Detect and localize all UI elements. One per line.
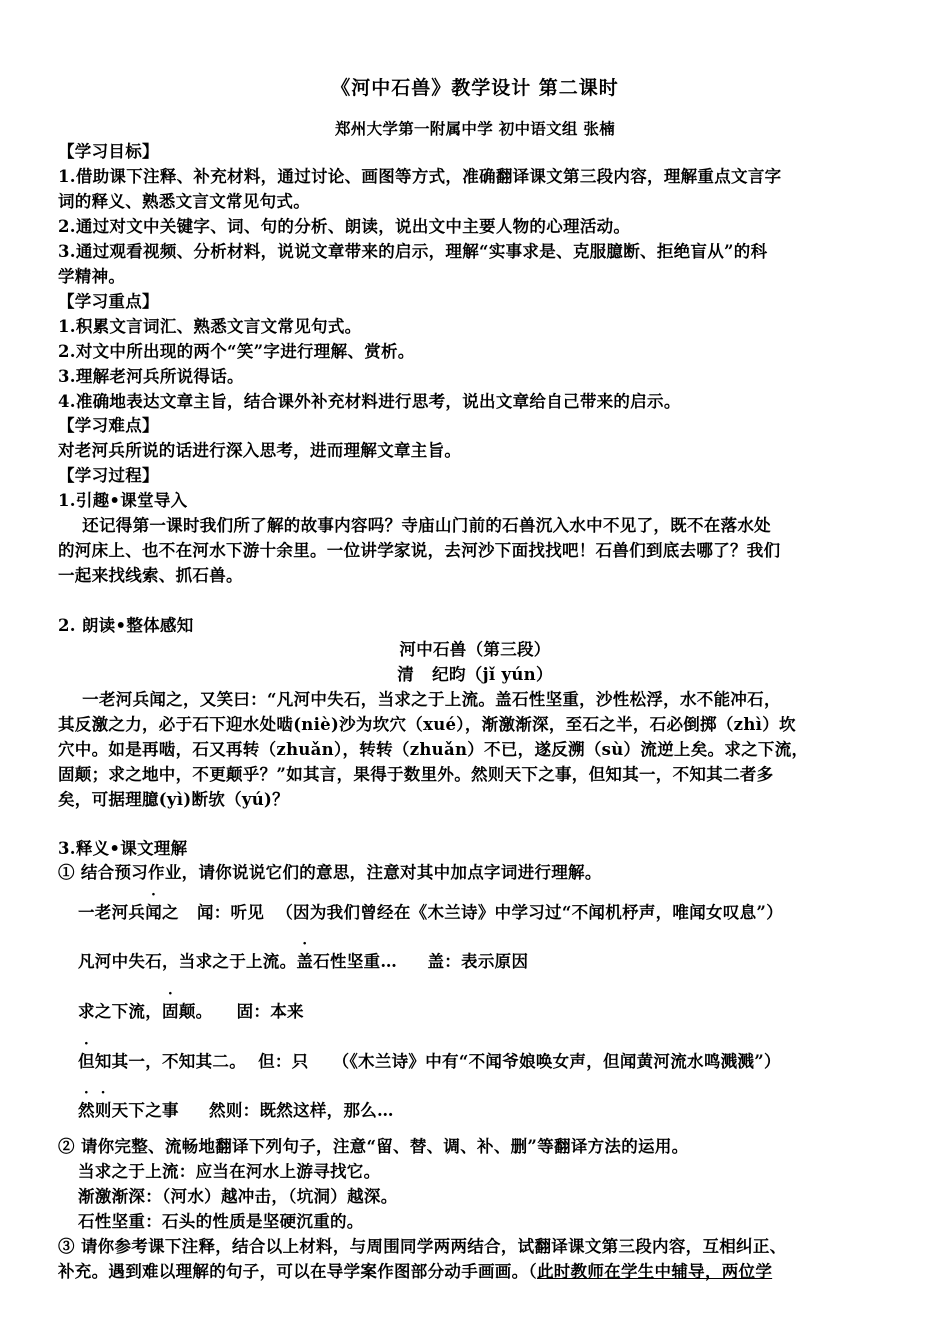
goal-1-line-1: 1.借助课下注释、补充材料，通过讨论、画图等方式，准确翻译课文第三段内容，理解重点文言字 [58,167,782,186]
explanation-5: 然则天下之事 然则：既然这样，那么… [78,1101,394,1120]
goal-3-line-2: 学精神。 [58,267,126,286]
key-point-1: 1.积累文言词汇、熟悉文言文常见句式。 [58,317,362,336]
translation-2: 渐激渐深：（河水）越冲击，（坑洞）越深。 [78,1187,398,1206]
key-point-4: 4.准确地表达文章主旨，结合课外补充材料进行思考，说出文章给自己带来的启示。 [58,392,681,411]
document-title: 《河中石兽》教学设计 第二课时 [331,77,619,99]
dotted-word: 盖 [296,952,314,971]
dotted-word: 然 [78,1101,95,1120]
text-line-2: 其反激之力，必于石下迎水处啮(niè)沙为坎穴（xué），渐激渐深，至石之半，石必倒掷（zhì）坎 [58,715,796,734]
section-1-para-line-1: 还记得第一课时我们所了解的故事内容吗？寺庙山门前的石兽沉入水中不见了，既不在落水处 [58,516,771,535]
text-title: 河中石兽（第三段） [399,640,551,659]
section-3-question-3-line-1: ③ 请你参考课下注释，结合以上材料，与周围同学两两结合，试翻译课文第三段内容，互相纠正、 [58,1237,787,1256]
text-line-5: 矣，可据理臆(yì)断欤（yú)？ [58,790,289,809]
explanation-4: 但知其一，不知其二。 但：只 （《木兰诗》中有“不闻爷娘唤女声，但闻黄河流水鸣溅溅”） [78,1052,781,1071]
dotted-word: 则 [94,1101,112,1120]
explanation-3: 求之下流，固颠。 固：本来 [78,1002,304,1021]
difficulty-1: 对老河兵所说的话进行深入思考，进而理解文章主旨。 [58,441,462,460]
explanation-2: 凡河中失石，当求之于上流。盖石性坚重… 盖：表示原因 [78,952,529,971]
goal-3-line-1: 3.通过观看视频、分析材料，说说文章带来的启示，理解“实事求是、克服臆断、拒绝盲从”的科 [58,242,768,261]
process-heading: 【学习过程】 [58,466,159,485]
translation-3: 石性坚重：石头的性质是坚硬沉重的。 [78,1212,364,1231]
dotted-word: 但 [78,1052,95,1071]
author-line: 郑州大学第一附属中学 初中语文组 张楠 [335,119,615,138]
explanation-1: 一老河兵闻之 闻：听见 （因为我们曾经在《木兰诗》中学习过“不闻机杼声，唯闻女叹息”） [78,903,784,922]
section-3-heading: 3.释义•课文理解 [58,839,188,858]
dotted-word: 闻 [145,903,163,922]
section-1-para-line-2: 的河床上、也不在河水下游十余里。一位讲学家说，去河沙下面找找吧！石兽们到底去哪了？我们 [58,541,781,560]
key-point-3: 3.理解老河兵所说得话。 [58,367,244,386]
text-author: 清 纪昀（jǐ yún） [397,665,553,684]
goal-2: 2.通过对文中关键字、词、句的分析、朗读，说出文中主要人物的心理活动。 [58,217,631,236]
section-1-heading: 1.引趣•课堂导入 [58,491,188,510]
key-points-heading: 【学习重点】 [58,292,159,311]
difficulty-heading: 【学习难点】 [58,416,159,435]
goals-heading: 【学习目标】 [58,142,159,161]
section-1-para-line-3: 一起来找线索、抓石兽。 [58,566,243,585]
section-3-question-1: ① 结合预习作业，请你说说它们的意思，注意对其中加点字词进行理解。 [58,863,602,882]
text-line-4: 固颠；求之地中，不更颠乎？”如其言，果得于数里外。然则天下之事，但知其一，不知其二者多 [58,765,774,784]
dotted-word: 固 [162,1002,179,1021]
section-2-heading: 2. 朗读•整体感知 [58,616,194,635]
text-line-1: 一老河兵闻之，又笑曰：“凡河中失石，当求之于上流。盖石性坚重，沙性松浮，水不能冲石， [58,690,781,709]
section-3-question-3-line-2: 补充。遇到难以理解的句子，可以在导学案作图部分动手画画。（此时教师在学生中辅导，两位学 [58,1262,773,1281]
section-3-question-2: ② 请你完整、流畅地翻译下列句子，注意“留、替、调、补、删”等翻译方法的运用。 [58,1137,689,1156]
text-line-3: 穴中。如是再啮，石又再转（zhuǎn），转转（zhuǎn）不已，遂反溯（sù）流逆上矣。求之下流， [58,740,809,759]
underlined-note: 此时教师在学生中辅导，两位学 [536,1262,773,1281]
goal-1-line-2: 词的释义、熟悉文言文常见句式。 [58,192,310,211]
key-point-2: 2.对文中所出现的两个“笑”字进行理解、赏析。 [58,342,415,361]
translation-1: 当求之于上流：应当在河水上游寻找它。 [78,1162,381,1181]
